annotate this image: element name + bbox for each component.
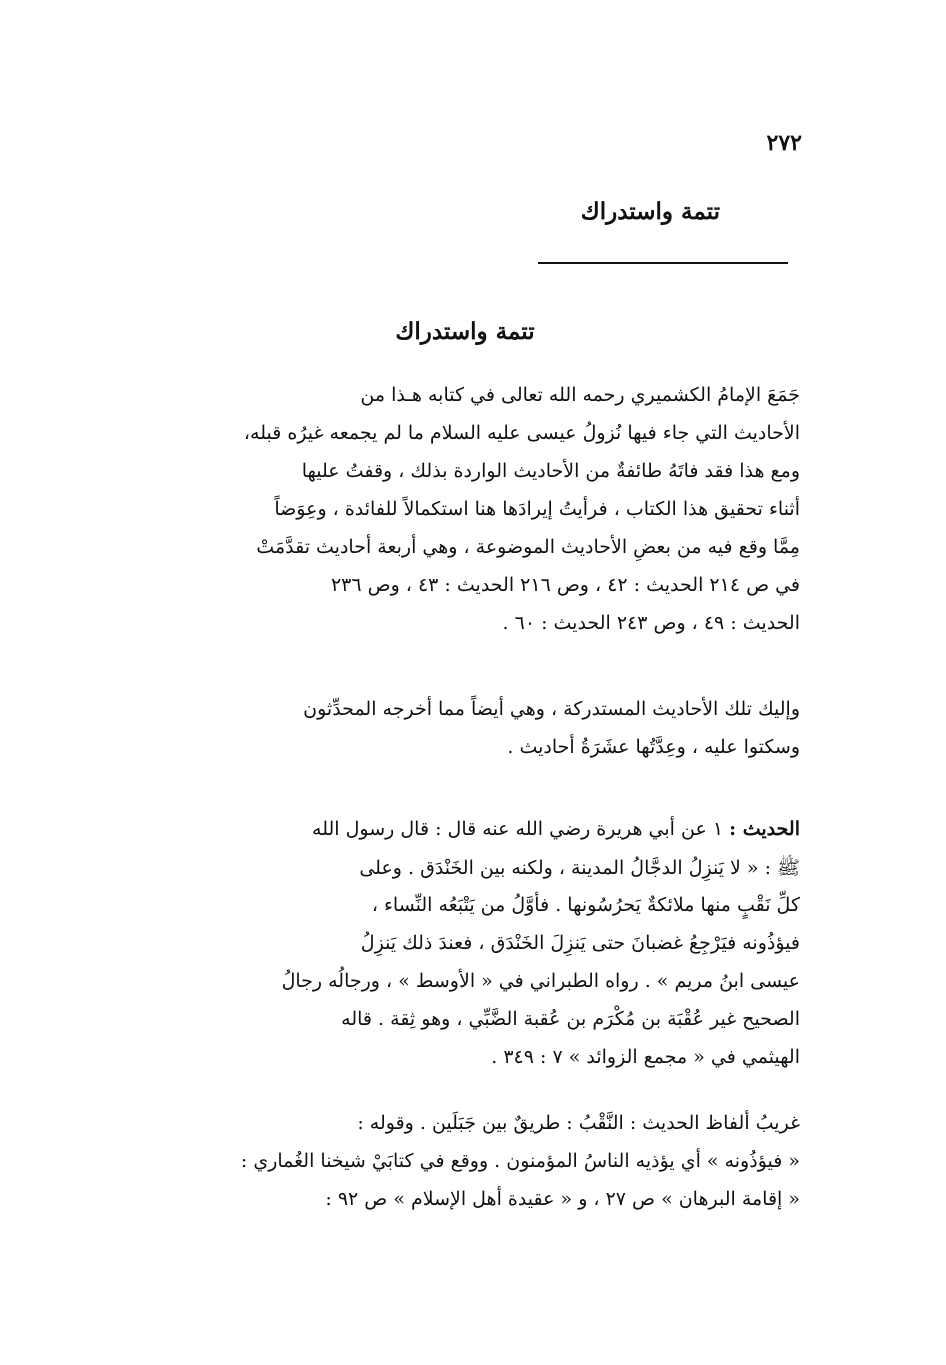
paragraph-line: « فيؤذُونه » أي يؤذيه الناسُ المؤمنون . ووقع في كتابَيْ شيخنا الغُماري : xyxy=(240,1150,800,1172)
running-title: تتمة واستدراك xyxy=(580,198,720,225)
hadith-label: الحديث : xyxy=(729,818,800,840)
paragraph-line-text: ١ عن أبي هريرة رضي الله عنه قال : قال رسول الله xyxy=(312,818,724,840)
paragraph-line: « إقامة البرهان » ص ٢٧ ، و « عقيدة أهل الإسلام » ص ٩٢ : xyxy=(325,1188,800,1210)
paragraph-line: الأحاديث التي جاء فيها نُزولُ عيسى عليه السلام ما لم يجمعه غيرُه قبله، xyxy=(243,422,800,444)
paragraph-line: مِمَّا وقع فيه من بعضِ الأحاديث الموضوعة ، وهي أربعة أحاديث تقدَّمَتْ xyxy=(256,536,800,558)
page-number: ٢٧٢ xyxy=(766,130,802,156)
paragraph-line: الحديث : ٤٩ ، وص ٢٤٣ الحديث : ٦٠ . xyxy=(502,612,800,634)
paragraph-line: الصحيح غير عُقْبَة بن مُكْرَم بن عُقبة الضَّبِّي ، وهو ثِقة . قاله xyxy=(341,1008,800,1030)
paragraph-line: وسكتوا عليه ، وعِدَّتُها عشَرَةُ أحاديث . xyxy=(507,736,800,758)
paragraph-line: وإليك تلك الأحاديث المستدركة ، وهي أيضاً مما أخرجه المحدِّثون xyxy=(303,698,800,720)
paragraph-line: جَمَعَ الإمامُ الكشميري رحمه الله تعالى في كتابه هـذا من xyxy=(360,384,800,406)
paragraph-line: ومع هذا فقد فاتَهُ طائفةٌ من الأحاديث الواردة بذلك ، وقفتُ عليها xyxy=(301,460,800,482)
title-divider xyxy=(538,262,788,264)
paragraph-line: كلِّ نَقْبٍ منها ملائكةٌ يَحرُسُونها . فأوَّلُ من يَتْبَعُه النِّساء ، xyxy=(371,894,800,916)
paragraph-line: غريبُ ألفاظ الحديث : النَّقْبُ : طريقٌ بين جَبَلَين . وقوله : xyxy=(357,1112,800,1134)
paragraph-line: عيسى ابنُ مريم » . رواه الطبراني في « الأوسط » ، ورجالُه رجالُ xyxy=(281,970,800,992)
section-title: تتمة واستدراك xyxy=(395,318,535,345)
hadith-first-line xyxy=(312,818,800,840)
paragraph-line: الهيثمي في « مجمع الزوائد » ٧ : ٣٤٩ . xyxy=(491,1046,800,1068)
paragraph-line: ﷺ : « لا يَنزِلُ الدجَّالُ المدينة ، ولكنه بين الخَنْدَق . وعلى xyxy=(359,857,800,879)
paragraph-line: فيؤذُونه فيَرْجِعُ غضبانَ حتى يَنزِلَ الخَنْدَق ، فعندَ ذلك يَنزِلُ xyxy=(360,932,800,954)
paragraph-line: أثناء تحقيق هذا الكتاب ، فرأيتُ إيرادَها هنا استكمالاً للفائدة ، وعِوَضاً xyxy=(274,498,800,520)
paragraph-line: في ص ٢١٤ الحديث : ٤٢ ، وص ٢١٦ الحديث : ٤٣ ، وص ٢٣٦ xyxy=(330,574,800,596)
